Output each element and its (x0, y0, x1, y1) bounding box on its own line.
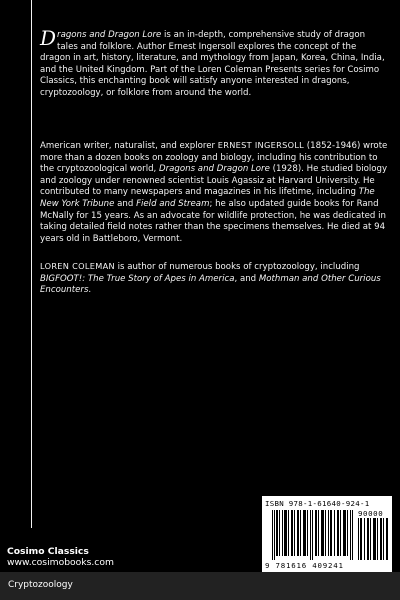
isbn-barcode (262, 496, 392, 574)
intro-text: is an in-depth, comprehensive study of dragon tales and folklore. Author Ernest Ingersoll explores the concept of the dragon in art, history, literature, and mythology from Japan, Korea, China, India, and the United Kingdom. Part of the Loren Coleman Presents series for Cosimo Classics, this enchanting book will satisfy anyone interested in dragons, cryptozoology, or folklore from around the world. (40, 30, 385, 98)
bio-book-title: Dragons and Dragon Lore (159, 164, 270, 175)
ean-bars (272, 510, 353, 560)
price-code: 90000 (358, 509, 384, 518)
publisher-name: Cosimo Classics (7, 546, 89, 557)
isbn-label: ISBN 978-1-61640-924-1 (265, 499, 370, 508)
ean-digits: 9 781616 409241 (265, 561, 344, 570)
editor-name: LOREN COLEMAN (40, 261, 115, 271)
editor-text-1: is author of numerous books of cryptozoology, including (114, 262, 360, 272)
editor-book-1: BIGFOOT!: The True Story of Apes in America (40, 273, 235, 284)
editor-bio-paragraph (40, 261, 388, 297)
drop-cap: D (40, 26, 57, 50)
bio-newspaper-2: Field and Stream (136, 198, 210, 209)
intro-book-title: ragons and Dragon Lore (57, 30, 162, 40)
category-band (0, 572, 400, 600)
bio-text-1: American writer, naturalist, and explorer (40, 141, 218, 151)
editor-text-2: , and (234, 273, 259, 284)
editor-book-2: Mothman and Other Curious Encounters (40, 273, 381, 296)
bio-text-2: (1852-1946) wrote more than a dozen books on zoology and biology, including his contribution to the cryptozoological world, (40, 141, 388, 175)
author-bio-paragraph (40, 140, 388, 245)
editor-text-3: . (88, 285, 92, 296)
bio-newspaper-1: The New York Tribune (40, 187, 375, 209)
author-name: ERNEST INGERSOLL (217, 140, 305, 150)
bio-text-3: (1928). He studied biology and zoology under renowned scientist Louis Agassiz at Harvard University. He contributed to many newspapers and magazines in his lifetime, including (40, 164, 388, 198)
intro-paragraph (40, 26, 388, 100)
category-label: Cryptozoology (8, 580, 73, 590)
left-divider-line (31, 0, 32, 528)
addon-bars (358, 518, 388, 560)
bio-text-4: and (114, 198, 137, 209)
bio-text-5: ; he also updated guide books for Rand McNally for 15 years. As an advocate for wildlife protection, he was dedicated in taking detailed field notes rather than the specimens themselves. He died at 94 years old in Battleboro, Vermont. (40, 198, 386, 244)
publisher-block (7, 546, 114, 568)
publisher-url: www.cosimobooks.com (7, 557, 114, 568)
